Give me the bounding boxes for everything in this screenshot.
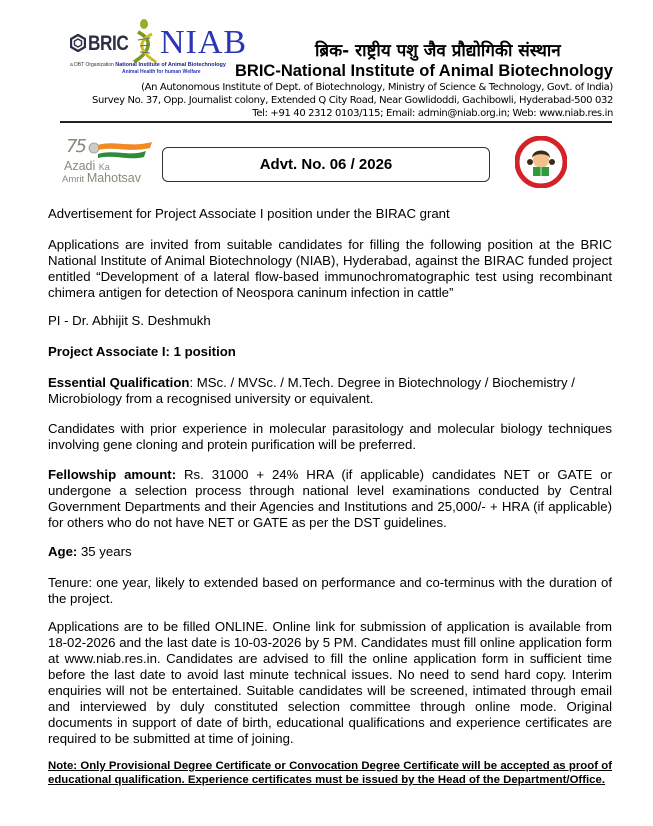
bric-hexagon-icon xyxy=(70,34,86,52)
amrit-word: Amrit xyxy=(62,174,85,185)
qualification-label: Essential Qualification xyxy=(48,375,190,390)
applications-invited-paragraph: Applications are invited from suitable candidates for filling the following position at the BRIC National Institute of Animal Biotechnology (NIAB), Hyderabad, against the BIRAC funded project entitled “Development of a lateral flow-based immunochromatographic test using recombinant chimera antigen for detection of Neospora caninum infection in cattle” xyxy=(48,237,612,300)
niab-wordmark: NIAB xyxy=(160,24,248,61)
preferred-experience-paragraph: Candidates with prior experience in molecular parasitology and molecular biology techniques involving gene cloning and protein purification will be preferred. xyxy=(48,421,612,452)
mahotsav-word: Mahotsav xyxy=(86,171,142,185)
advertisement-number-box xyxy=(162,147,490,182)
bric-logo xyxy=(70,28,130,58)
ka-word: Ka xyxy=(98,162,110,172)
contact-line: Tel: +91 40 2312 0103/115; Email: admin@niab.org.in; Web: www.niab.res.in xyxy=(252,108,613,119)
azadi-line2 xyxy=(62,171,141,185)
logo-institute-text: National Institute of Animal Biotechnology xyxy=(115,62,226,68)
dbt-tag: a DBT Organization xyxy=(70,62,114,68)
logo-tagline: Animal Health for human Welfare xyxy=(122,69,201,75)
hindi-institute-name: ब्रिक- राष्ट्रीय पशु जैव प्रौद्योगिकी संस्थान xyxy=(315,41,561,61)
azadi-ka-amrit-mahotsav-logo xyxy=(62,136,162,188)
azadi-75-number: 75 xyxy=(66,136,85,157)
letterhead xyxy=(0,0,653,125)
age-line xyxy=(48,544,612,560)
qualification-paragraph xyxy=(48,375,612,407)
advertisement-number: Advt. No. 06 / 2026 xyxy=(259,156,393,173)
azadi-word: Azadi xyxy=(64,159,96,173)
dna-helix-logo-icon xyxy=(130,18,162,66)
header-divider xyxy=(60,121,612,123)
online-application-paragraph: Applications are to be filled ONLINE. Online link for submission of application is available from 18-02-2026 and the last date is 10-03-2026 by 5 PM. Candidates must fill online application form at www.niab.res.in. Candidates are advised to fill the online application form in sufficient time before the last date to avoid last minute technical issues. No need to send hard copy. Interim enquiries will not be entertained. Suitable candidates will be screened, intimated through email and interviewed by duly constituted selection committee through online mode. Original documents in support of date of birth, educational qualifications and experience certificates are required to be submitted at time of joining. xyxy=(48,619,612,746)
age-label: Age: xyxy=(48,544,78,559)
fellowship-paragraph xyxy=(48,467,612,531)
bric-wordmark: BRIC xyxy=(88,32,129,55)
institute-name: BRIC-National Institute of Animal Biotechnology xyxy=(235,62,613,80)
note-paragraph: Note: Only Provisional Degree Certificate or Convocation Degree Certificate will be accepted as proof of educational qualification. Experience certificates must be issued by the Head of the Department/Office. xyxy=(48,760,612,786)
tenure-paragraph: Tenure: one year, likely to extended based on performance and co-terminus with the duration of the project. xyxy=(48,575,612,606)
fellowship-label: Fellowship amount: xyxy=(48,467,177,482)
age-value: 35 years xyxy=(77,544,132,559)
position-heading xyxy=(48,344,612,360)
intro-line: Advertisement for Project Associate I position under the BIRAC grant xyxy=(48,206,450,221)
address-line: Survey No. 37, Opp. Journalist colony, Extended Q City Road, Near Gowlidoddi, Gachibowli, Hyderabad-500 032 xyxy=(91,95,613,106)
tricolor-flag-icon xyxy=(84,140,154,160)
logo-subtitle xyxy=(70,62,226,68)
qualification-text: : MSc. / MVSc. / M.Tech. Degree in Biotechnology / Biochemistry / Microbiology from a recognised university or equivalent. xyxy=(48,375,575,406)
position-title: Project Associate I: 1 position xyxy=(48,344,236,359)
affiliation-line: (An Autonomous Institute of Dept. of Biotechnology, Ministry of Science & Technology, Govt. of India) xyxy=(141,82,613,93)
fellowship-text: Rs. 31000 + 24% HRA (if applicable) candidates NET or GATE or undergone a selection process through national level examinations conducted by Central Government Departments and their Agencies and Institutions and 25,000/- + HRA (if applicable) for others who do not have NET or GATE as per the DST guidelines. xyxy=(48,467,612,530)
principal-investigator: PI - Dr. Abhijit S. Deshmukh xyxy=(48,313,211,328)
beti-bachao-beti-padhao-logo-icon xyxy=(515,136,567,188)
